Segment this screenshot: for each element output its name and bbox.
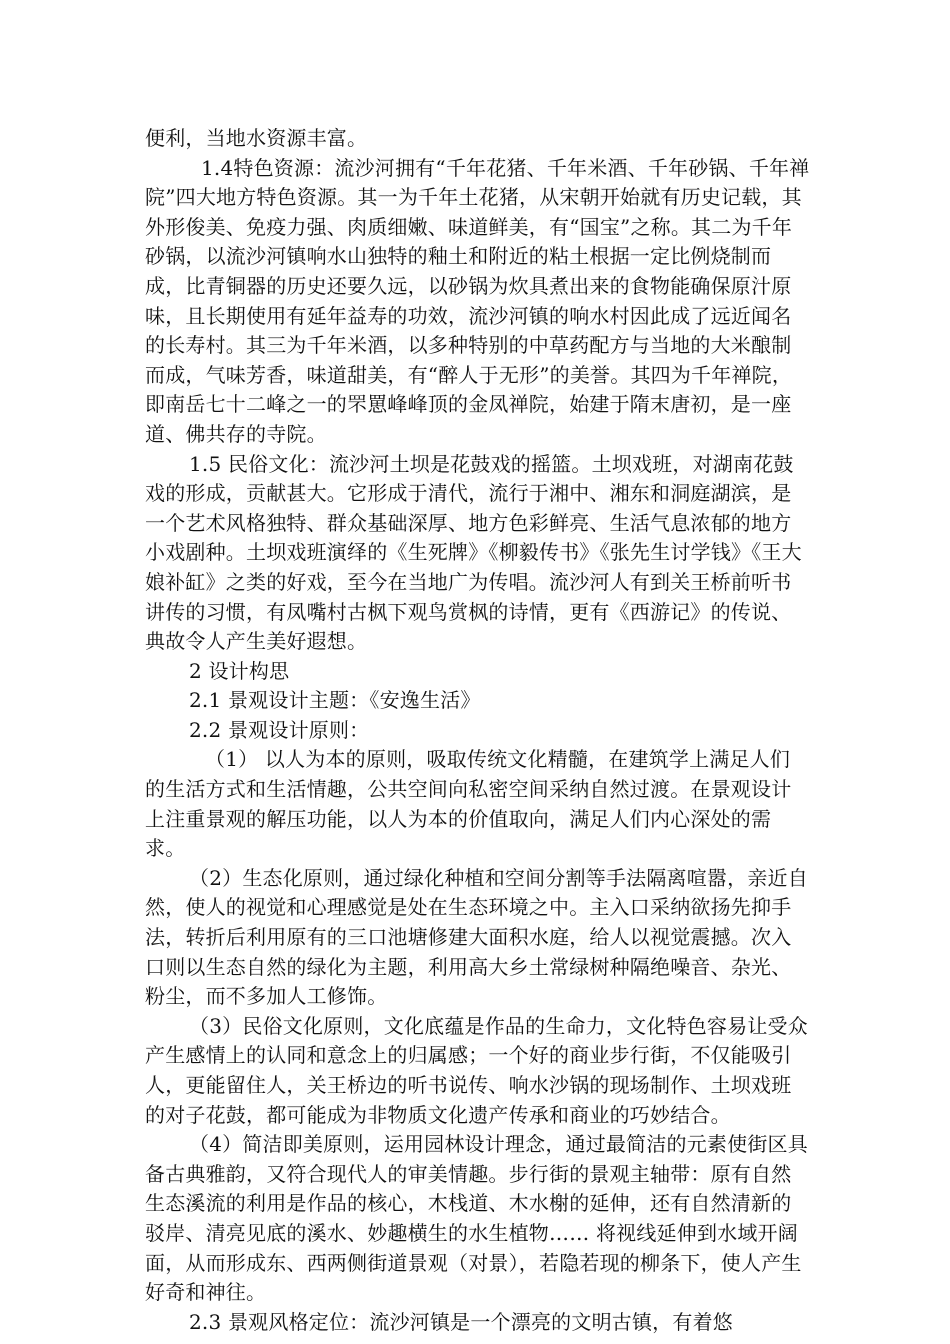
paragraph-folk-culture: 1.5 民俗文化：流沙河土坝是花鼓戏的摇篮。土坝戏班，对湖南花鼓戏的形成，贡献甚大。它形成于清代，流行于湘中、湘东和洞庭湖滨，是一个艺术风格独特、群众基础深厚、地方色彩鲜亮、生活气息浓郁的地方小戏剧种。土坝戏班演绎的《生死牌》《柳毅传书》《张先生讨学钱》《王大娘补缸》之类的好戏，至今在当地广为传唱。流沙河人有到关王桥前听书讲传的习惯，有凤嘴村古枫下观鸟赏枫的诗情，更有《西游记》的传说、典故令人产生美好遐想。: [145, 451, 802, 654]
heading-design-concept: 2 设计构思: [189, 658, 290, 683]
paragraph-principle-simplicity: （4）简洁即美原则，运用园林设计理念，通过最简洁的元素使街区具备古典雅韵，又符合现代人的审美情趣。步行街的景观主轴带：原有自然生态溪流的利用是作品的核心，木栈道、木水榭的延伸，还有自然清新的驳岸、清亮见底的溪水、妙趣横生的水生植物…… 将视线延伸到水域开阔面，从而形成东、西两侧街道景观（对景），若隐若现的柳条下，使人产生好奇和神往。: [145, 1132, 808, 1305]
heading-design-theme: 2.1 景观设计主题：《安逸生活》: [189, 688, 481, 713]
heading-design-principles: 2.2 景观设计原则：: [189, 717, 370, 742]
document-body: [145, 124, 810, 1337]
paragraph-principle-people-oriented: （1） 以人为本的原则，吸取传统文化精髓，在建筑学上满足人们的生活方式和生活情趣，公共空间向私密空间采纳自然过渡。在景观设计上注重景观的解压功能，以人为本的价值取向，满足人们内心深处的需求。: [145, 747, 792, 861]
paragraph-style-positioning: 2.3 景观风格定位：流沙河镇是一个漂亮的文明古镇，有着悠: [189, 1309, 733, 1334]
paragraph-principle-ecological: （2）生态化原则，通过绿化种植和空间分割等手法隔离喧嚣，亲近自然，使人的视觉和心理感觉是处在生态环境之中。主入口采纳欲扬先抑手法，转折后利用原有的三口池塘修建大面积水庭，给人以视觉震撼。次入口则以生态自然的绿化为主题，利用高大乡土常绿树种隔绝噪音、杂光、粉尘，而不多加人工修饰。: [145, 865, 808, 1009]
paragraph-principle-folk-culture: （3）民俗文化原则，文化底蕴是作品的生命力，文化特色容易让受众产生感情上的认同和意念上的归属感；一个好的商业步行街，不仅能吸引人，更能留住人，关王桥边的听书说传、响水沙锅的现场制作、土坝戏班的对子花鼓，都可能成为非物质文化遗产传承和商业的巧妙结合。: [145, 1013, 808, 1127]
paragraph-special-resources: 1.4特色资源：流沙河拥有“千年花猪、千年米酒、千年砂锅、千年禅院”四大地方特色资源。其一为千年土花猪，从宋朝开始就有历史记载，其外形俊美、免疫力强、肉质细嫩、味道鲜美，有“国宝”之称。其二为千年砂锅，以流沙河镇响水山独特的釉土和附近的粘土根据一定比例烧制而成，比青铜器的历史还要久远，以砂锅为炊具煮出来的食物能确保原汁原味，且长期使用有延年益寿的功效，流沙河镇的响水村因此成了远近闻名的长寿村。其三为千年米酒，以多种特别的中草药配方与当地的大米酿制而成，气味芳香，味道甜美，有“醉人于无形”的美誉。其四为千年禅院，即南岳七十二峰之一的罘罳峰峰顶的金凤禅院，始建于隋末唐初，是一座道、佛共存的寺院。: [145, 155, 810, 446]
paragraph-water-resources: 便利，当地水资源丰富。: [145, 126, 368, 150]
